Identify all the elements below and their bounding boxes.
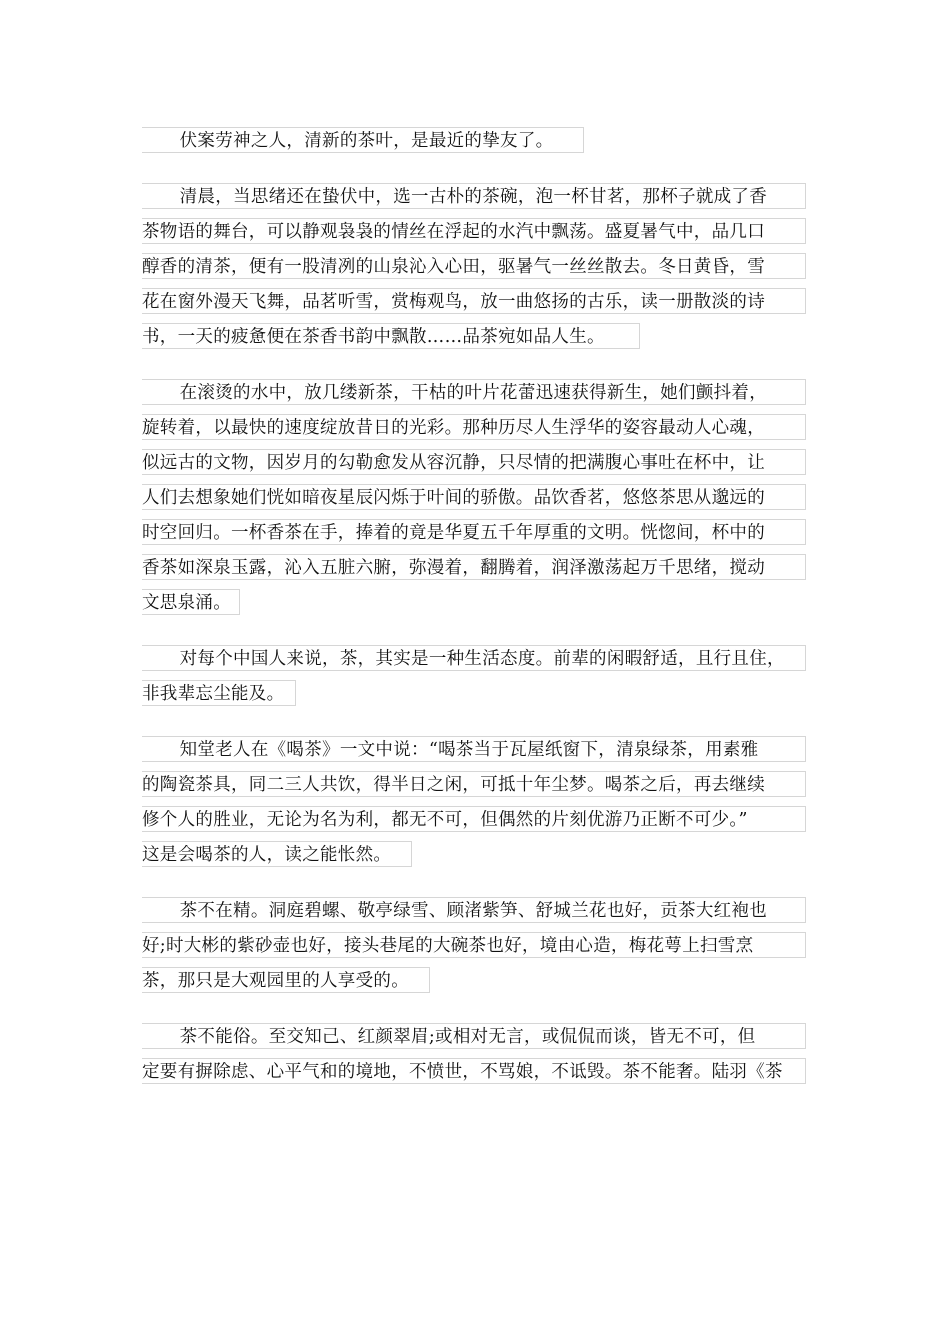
- text-line: 似远古的文物，因岁月的勾勒愈发从容沉静，只尽情的把满腹心事吐在杯中，让: [142, 449, 806, 475]
- paragraph-3: [142, 379, 806, 615]
- text-line: 时空回归。一杯香茶在手，捧着的竟是华夏五千年厚重的文明。恍惚间，杯中的: [142, 519, 806, 545]
- text-line: 书，一天的疲惫便在茶香书韵中飘散……品茶宛如品人生。: [142, 323, 640, 349]
- text-line: 定要有摒除虑、心平气和的境地，不愤世，不骂娘，不诋毁。茶不能奢。陆羽《茶: [142, 1058, 806, 1084]
- text-line: 醇香的清茶，便有一股清冽的山泉沁入心田，驱暑气一丝丝散去。冬日黄昏，雪: [142, 253, 806, 279]
- text-line: 对每个中国人来说，茶，其实是一种生活态度。前辈的闲暇舒适，且行且住，: [142, 645, 806, 671]
- text-line: 文思泉涌。: [142, 589, 240, 615]
- text-line: 人们去想象她们恍如暗夜星辰闪烁于叶间的骄傲。品饮香茗，悠悠茶思从邈远的: [142, 484, 806, 510]
- text-line: 这是会喝茶的人，读之能怅然。: [142, 841, 412, 867]
- paragraph-5: [142, 736, 806, 867]
- text-line: 的陶瓷茶具，同二三人共饮，得半日之闲，可抵十年尘梦。喝茶之后，再去继续: [142, 771, 806, 797]
- paragraph-4: [142, 645, 806, 706]
- paragraph-6: [142, 897, 806, 993]
- text-line: 香茶如深泉玉露，沁入五脏六腑，弥漫着，翻腾着，润泽激荡起万千思绪，搅动: [142, 554, 806, 580]
- text-line: 在滚烫的水中，放几缕新茶，干枯的叶片花蕾迅速获得新生，她们颤抖着，: [142, 379, 806, 405]
- paragraph-2: [142, 183, 806, 349]
- text-line: 好;时大彬的紫砂壶也好，接头巷尾的大碗茶也好，境由心造，梅花萼上扫雪烹: [142, 932, 806, 958]
- text-line: 茶不能俗。至交知己、红颜翠眉;或相对无言，或侃侃而谈，皆无不可，但: [142, 1023, 806, 1049]
- text-line: 茶不在精。洞庭碧螺、敬亭绿雪、顾渚紫笋、舒城兰花也好，贡茶大红袍也: [142, 897, 806, 923]
- text-line: 修个人的胜业，无论为名为利，都无不可，但偶然的片刻优游乃正断不可少。”: [142, 806, 806, 832]
- text-line: 非我辈忘尘能及。: [142, 680, 296, 706]
- text-line: 花在窗外漫天飞舞，品茗听雪，赏梅观鸟，放一曲悠扬的古乐，读一册散淡的诗: [142, 288, 806, 314]
- document-page: [142, 127, 806, 1114]
- text-line: 茶物语的舞台，可以静观袅袅的情丝在浮起的水汽中飘荡。盛夏暑气中，品几口: [142, 218, 806, 244]
- text-line: 知堂老人在《喝茶》一文中说：“喝茶当于瓦屋纸窗下，清泉绿茶，用素雅: [142, 736, 806, 762]
- paragraph-7: [142, 1023, 806, 1084]
- text-line: 旋转着，以最快的速度绽放昔日的光彩。那种历尽人生浮华的姿容最动人心魂，: [142, 414, 806, 440]
- text-line: 茶，那只是大观园里的人享受的。: [142, 967, 430, 993]
- text-line: 清晨，当思绪还在蛰伏中，选一古朴的茶碗，泡一杯甘茗，那杯子就成了香: [142, 183, 806, 209]
- text-line: 伏案劳神之人，清新的茶叶，是最近的挚友了。: [142, 127, 584, 153]
- paragraph-1: [142, 127, 806, 153]
